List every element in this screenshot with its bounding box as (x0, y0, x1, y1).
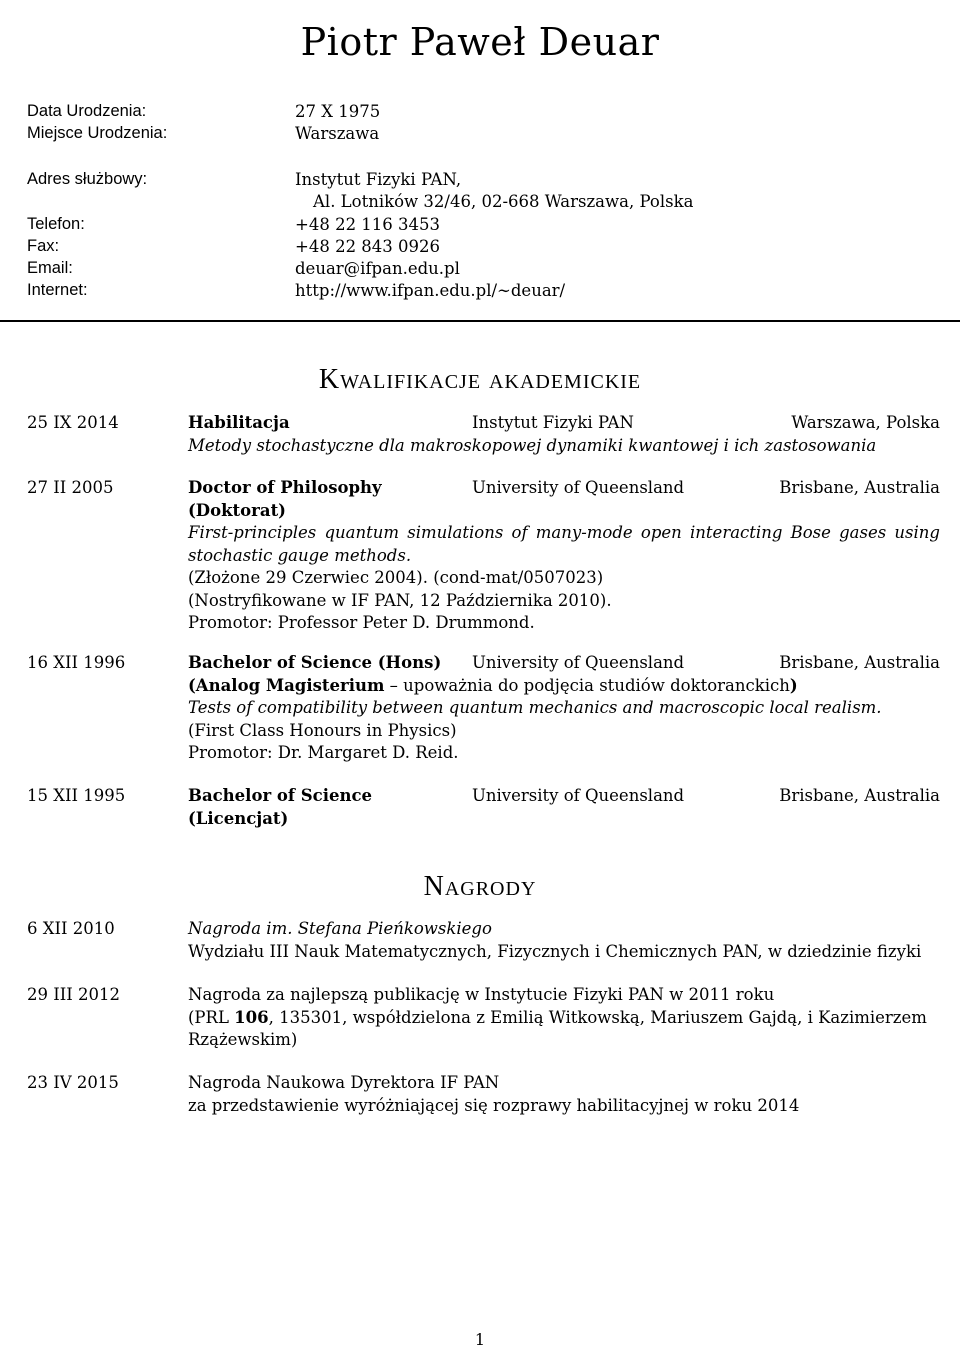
entry-date: 16 XII 1996 (27, 653, 126, 672)
institution: University of Queensland (472, 786, 685, 805)
section-title-awards: Nagrody (423, 871, 537, 902)
award-name: Nagroda Naukowa Dyrektora IF PAN (188, 1073, 500, 1092)
thesis-note: (Złożone 29 Czerwiec 2004). (cond-mat/0507023) (188, 568, 604, 587)
location: Warszawa, Polska (791, 413, 940, 432)
degree-equivalent: (Licencjat) (188, 808, 289, 828)
entry-date: 15 XII 1995 (27, 786, 126, 805)
award-description: Wydziału III Nauk Matematycznych, Fizycznych i Chemicznych PAN, w dziedzinie fizyki (188, 941, 922, 961)
supervisor: Promotor: Professor Peter D. Drummond. (188, 613, 535, 632)
info-value: Warszawa (295, 124, 380, 143)
location: Brisbane, Australia (779, 653, 940, 672)
page-number: 1 (474, 1330, 486, 1349)
degree-equivalent: (Analog Magisterium – upoważnia do podjęcia studiów doktoranckich) (188, 675, 798, 695)
degree-name: Bachelor of Science (Hons) (188, 653, 442, 672)
page-title: Piotr Paweł Deuar (300, 20, 660, 65)
section-title-academic: Kwalifikacje akademickie (318, 364, 642, 395)
thesis-title: Metody stochastyczne dla makroskopowej dynamiki kwantowej i ich zastosowania (188, 435, 877, 455)
award-description: (PRL 106, 135301, współdzielona z Emilią Witkowską, Mariuszem Gajdą, i Kazimierzem (188, 1007, 927, 1027)
website-link[interactable]: http://www.ifpan.edu.pl/∼deuar/ (295, 281, 566, 300)
institution: Instytut Fizyki PAN (472, 413, 634, 432)
institution: University of Queensland (472, 653, 685, 672)
entry-date: 29 III 2012 (27, 985, 121, 1004)
thesis-title: Tests of compatibility between quantum mechanics and macroscopic local realism. (188, 698, 882, 717)
award-name: Nagroda za najlepszą publikację w Instytucie Fizyki PAN w 2011 roku (188, 985, 775, 1004)
info-label: Internet: (27, 281, 88, 299)
entry-date: 27 II 2005 (27, 478, 114, 497)
info-label: Data Urodzenia: (27, 102, 147, 120)
thesis-note: (First Class Honours in Physics) (188, 720, 457, 740)
award-name: Nagroda im. Stefana Pieńkowskiego (188, 919, 492, 938)
entry-date: 6 XII 2010 (27, 919, 115, 938)
info-label: Miejsce Urodzenia: (27, 124, 168, 142)
info-label: Fax: (27, 237, 60, 255)
email-link[interactable]: deuar@ifpan.edu.pl (295, 259, 460, 278)
supervisor: Promotor: Dr. Margaret D. Reid. (188, 743, 459, 762)
institution: University of Queensland (472, 478, 685, 497)
award-description: za przedstawienie wyróżniającej się rozprawy habilitacyjnej w roku 2014 (188, 1095, 800, 1115)
thesis-note: (Nostryfikowane w IF PAN, 12 Października 2010). (188, 590, 612, 610)
thesis-title: First-principles quantum simulations of many-mode open interacting Bose gases using stochastic gauge methods. (188, 523, 940, 565)
info-value: 27 X 1975 (295, 102, 381, 121)
entry-date: 25 IX 2014 (27, 413, 119, 432)
entry-date: 23 IV 2015 (27, 1073, 119, 1092)
info-value: Instytut Fizyki PAN, (295, 170, 462, 189)
info-value: +48 22 843 0926 (295, 237, 441, 256)
degree-name: Habilitacja (188, 413, 290, 432)
info-label: Adres służbowy: (27, 170, 148, 188)
location: Brisbane, Australia (779, 786, 940, 805)
info-label: Telefon: (27, 215, 85, 233)
award-description: Rzążewskim) (188, 1030, 298, 1049)
info-value: +48 22 116 3453 (295, 215, 441, 234)
info-label: Email: (27, 259, 73, 277)
degree-name: Doctor of Philosophy (188, 478, 382, 497)
location: Brisbane, Australia (779, 478, 940, 497)
degree-name: Bachelor of Science (188, 786, 373, 805)
degree-equivalent: (Doktorat) (188, 500, 286, 520)
header-divider (0, 320, 960, 322)
info-value-address-line2: Al. Lotników 32/46, 02-668 Warszawa, Polska (313, 192, 694, 211)
